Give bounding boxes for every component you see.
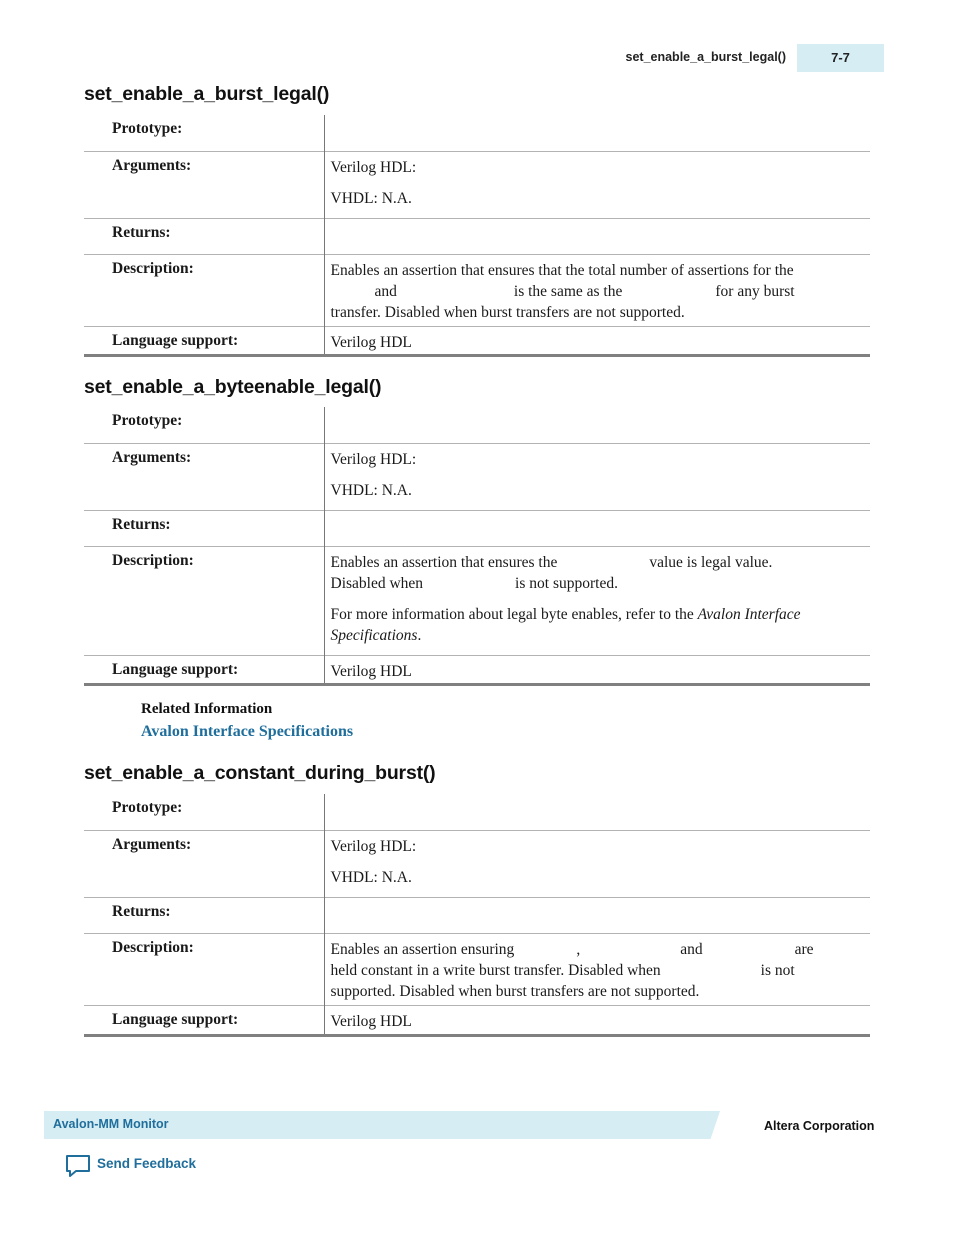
table-row [84, 510, 870, 546]
send-feedback-link[interactable]: Send Feedback [97, 1156, 197, 1171]
text-fragment: held constant in a write burst transfer. Disabled when [330, 961, 661, 979]
table-row [84, 443, 870, 510]
table-row [84, 546, 870, 655]
table-row [84, 115, 870, 151]
text-fragment: Disabled when [330, 574, 424, 592]
text-line: VHDL: N.A. [330, 481, 412, 499]
row-label: Arguments: [84, 830, 324, 897]
section-title: set_enable_a_constant_during_burst() [84, 762, 436, 784]
row-value [324, 794, 870, 830]
text-fragment: and [374, 282, 397, 300]
function-table [84, 115, 870, 357]
avalon-spec-link[interactable]: Avalon Interface Specifications [141, 723, 354, 740]
row-value [324, 151, 870, 218]
row-label: Language support: [84, 326, 324, 355]
footer-doc-title: Avalon-MM Monitor [53, 1117, 169, 1131]
row-value [324, 218, 870, 254]
text-fragment: , [576, 940, 581, 958]
table-row [84, 254, 870, 326]
related-info-heading: Related Information [141, 701, 273, 717]
text-line [331, 281, 845, 302]
text-fragment: value is legal value. [649, 553, 773, 571]
row-value [324, 254, 870, 326]
row-label: Arguments: [84, 443, 324, 510]
table-row [84, 151, 870, 218]
running-header-title: set_enable_a_burst_legal() [625, 50, 786, 64]
function-table [84, 407, 870, 686]
table-row [84, 326, 870, 355]
text-line: VHDL: N.A. [330, 868, 412, 886]
row-value [324, 655, 870, 684]
row-value [324, 115, 870, 151]
text-line: Verilog HDL [330, 662, 412, 680]
row-label: Description: [84, 546, 324, 655]
text-line [331, 604, 845, 646]
section-title: set_enable_a_burst_legal() [84, 83, 330, 105]
table-row [84, 830, 870, 897]
text-fragment: . [417, 626, 422, 644]
table-row [84, 1005, 870, 1035]
text-line [331, 960, 845, 981]
table-row [84, 933, 870, 1005]
function-table [84, 794, 870, 1037]
doc-reference: Avalon Interface Specifications [330, 605, 801, 644]
row-value [324, 546, 870, 655]
text-fragment: is not [760, 961, 795, 979]
row-label: Language support: [84, 1005, 324, 1035]
text-fragment: are [794, 940, 814, 958]
text-line [331, 552, 845, 573]
row-value [324, 407, 870, 443]
row-label: Language support: [84, 655, 324, 684]
text-fragment: is not supported. [515, 574, 618, 592]
row-value [324, 830, 870, 897]
text-line: transfer. Disabled when burst transfers are not supported. [330, 303, 685, 321]
row-value [324, 1005, 870, 1035]
text-fragment: and [680, 940, 703, 958]
text-line: VHDL: N.A. [330, 189, 412, 207]
text-line: Verilog HDL [330, 1012, 412, 1030]
row-label: Returns: [84, 897, 324, 933]
section-title: set_enable_a_byteenable_legal() [84, 376, 382, 398]
row-value [324, 897, 870, 933]
text-line [331, 939, 845, 960]
row-label: Prototype: [84, 407, 324, 443]
text-line: supported. Disabled when burst transfers are not supported. [330, 982, 700, 1000]
text-line [331, 573, 845, 594]
text-fragment: for any burst [715, 282, 795, 300]
text-fragment: Enables an assertion ensuring [330, 940, 515, 958]
speech-bubble-icon[interactable] [65, 1154, 91, 1178]
text-line: Verilog HDL [330, 333, 412, 351]
text-line: Verilog HDL: [330, 158, 417, 176]
footer-company: Altera Corporation [764, 1119, 875, 1133]
row-label: Prototype: [84, 794, 324, 830]
row-label: Arguments: [84, 151, 324, 218]
text-line: Verilog HDL: [330, 837, 417, 855]
row-label: Description: [84, 933, 324, 1005]
row-label: Description: [84, 254, 324, 326]
table-row [84, 218, 870, 254]
table-row [84, 794, 870, 830]
text-fragment: Enables an assertion that ensures the [330, 553, 558, 571]
text-line: Enables an assertion that ensures that the total number of assertions for the [330, 261, 794, 279]
row-value [324, 510, 870, 546]
row-label: Returns: [84, 510, 324, 546]
text-line: Verilog HDL: [330, 450, 417, 468]
table-row [84, 897, 870, 933]
table-row [84, 655, 870, 684]
table-row [84, 407, 870, 443]
text-fragment: For more information about legal byte enables, refer to the [330, 605, 694, 623]
row-value [324, 326, 870, 355]
page-number: 7-7 [797, 44, 884, 72]
row-value [324, 443, 870, 510]
row-label: Prototype: [84, 115, 324, 151]
row-value [324, 933, 870, 1005]
text-fragment: is the same as the [513, 282, 623, 300]
row-label: Returns: [84, 218, 324, 254]
